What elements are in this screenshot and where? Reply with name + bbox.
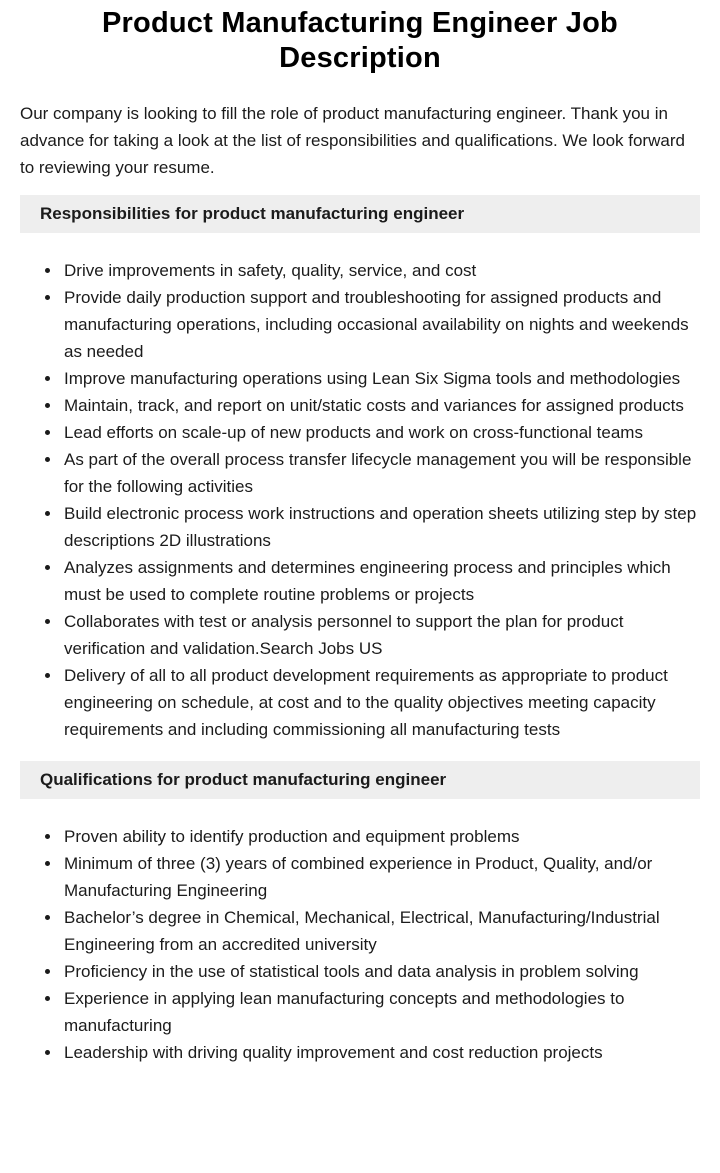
responsibility-item: • Build electronic process work instructions and operation sheets utilizing step by step descriptions 2D illustrations: [62, 500, 700, 554]
qualifications-list: [20, 823, 700, 1066]
responsibilities-heading: Responsibilities for product manufacturing engineer: [20, 195, 700, 233]
qualifications-section: [20, 761, 700, 1066]
responsibility-item: • Drive improvements in safety, quality, service, and cost: [62, 257, 700, 284]
responsibility-item: • As part of the overall process transfer lifecycle management you will be responsible for the following activities: [62, 446, 700, 500]
responsibility-item: • Improve manufacturing operations using Lean Six Sigma tools and methodologies: [62, 365, 700, 392]
page-title: Product Manufacturing Engineer Job Description: [102, 7, 618, 74]
responsibility-item: • Delivery of all to all product development requirements as appropriate to product engineering on schedule, at cost and to the quality objectives meeting capacity requirements and including commissioning all manufacturing tests: [62, 662, 700, 743]
intro-paragraph: Our company is looking to fill the role of product manufacturing engineer. Thank you in advance for taking a look at the list of responsibilities and qualifications. We look forward to reviewing your resume.: [20, 103, 685, 177]
qualifications-heading: Qualifications for product manufacturing engineer: [20, 761, 700, 799]
responsibility-item: • Lead efforts on scale-up of new products and work on cross-functional teams: [62, 419, 700, 446]
qualification-item: • Leadership with driving quality improvement and cost reduction projects: [62, 1039, 700, 1066]
qualification-item: • Experience in applying lean manufacturing concepts and methodologies to manufacturing: [62, 985, 700, 1039]
qualification-item: • Proven ability to identify production and equipment problems: [62, 823, 700, 850]
responsibilities-section: [20, 195, 700, 743]
qualification-item: • Proficiency in the use of statistical tools and data analysis in problem solving: [62, 958, 700, 985]
responsibility-item: • Provide daily production support and troubleshooting for assigned products and manufacturing operations, including occasional availability on nights and weekends as needed: [62, 284, 700, 365]
qualification-item: • Minimum of three (3) years of combined experience in Product, Quality, and/or Manufacturing Engineering: [62, 850, 700, 904]
qualification-item: • Bachelor’s degree in Chemical, Mechanical, Electrical, Manufacturing/Industrial Engineering from an accredited university: [62, 904, 700, 958]
responsibility-item: • Collaborates with test or analysis personnel to support the plan for product verification and validation.Search Jobs US: [62, 608, 700, 662]
responsibility-item: • Maintain, track, and report on unit/static costs and variances for assigned products: [62, 392, 700, 419]
responsibilities-list: [20, 257, 700, 743]
responsibility-item: • Analyzes assignments and determines engineering process and principles which must be used to complete routine problems or projects: [62, 554, 700, 608]
